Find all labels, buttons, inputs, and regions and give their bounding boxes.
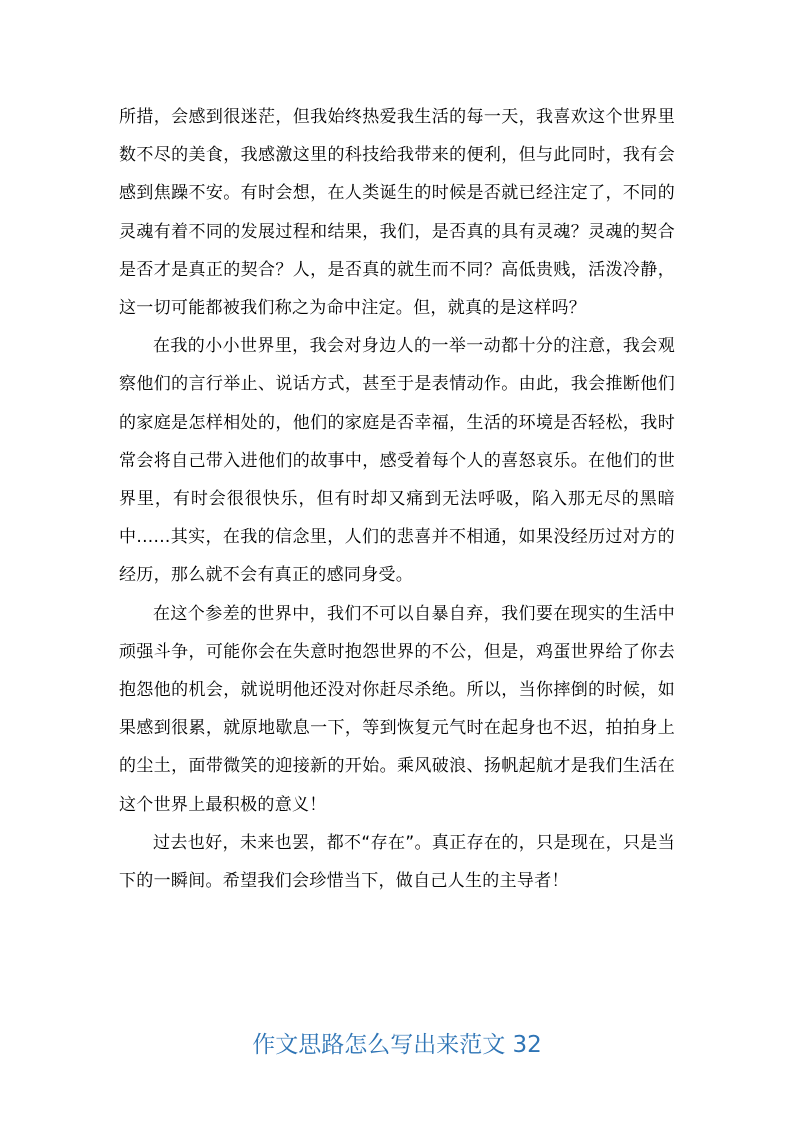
paragraph-2: 在我的小小世界里，我会对身边人的一举一动都十分的注意，我会观察他们的言行举止、说话方式，甚至于是表情动作。由此，我会推断他们的家庭是怎样相处的，他们的家庭是否幸福，生活的环境是否轻松，我时常会将自己带入进他们的故事中，感受着每个人的喜怒哀乐。在他们的世界里，有时会很很快乐，但有时却又痛到无法呼吸，陷入那无尽的黑暗中......其实，在我的信念里，人们的悲喜并不相通，如果没经历过对方的经历，那么就不会有真正的感同身受。 xyxy=(119,336,675,586)
section-title: 作文思路怎么写出来范文 32 xyxy=(252,1032,542,1058)
document-body xyxy=(119,98,675,900)
paragraph-3: 在这个参差的世界中，我们不可以自暴自弃，我们要在现实的生活中顽强斗争，可能你会在失意时抱怨世界的不公，但是，鸡蛋世界给了你去抱怨他的机会，就说明他还没对你赶尽杀绝。所以，当你摔倒的时候，如果感到很累，就原地歇息一下，等到恢复元气时在起身也不迟，拍拍身上的尘土，面带微笑的迎接新的开始。乘风破浪、扬帆起航才是我们生活在这个世界上最积极的意义！ xyxy=(119,603,675,815)
paragraph-1: 所措，会感到很迷茫，但我始终热爱我生活的每一天，我喜欢这个世界里数不尽的美食，我感激这里的科技给我带来的便利，但与此同时，我有会感到焦躁不安。有时会想，在人类诞生的时候是否就已经注定了，不同的灵魂有着不同的发展过程和结果，我们，是否真的具有灵魂？灵魂的契合是否才是真正的契合？人，是否真的就生而不同？高低贵贱，活泼冷静，这一切可能都被我们称之为命中注定。但，就真的是这样吗？ xyxy=(119,107,675,319)
paragraph-4: 过去也好，未来也罢，都不“存在”。真正存在的，只是现在，只是当下的一瞬间。希望我们会珍惜当下，做自己人生的主导者！ xyxy=(119,832,675,892)
